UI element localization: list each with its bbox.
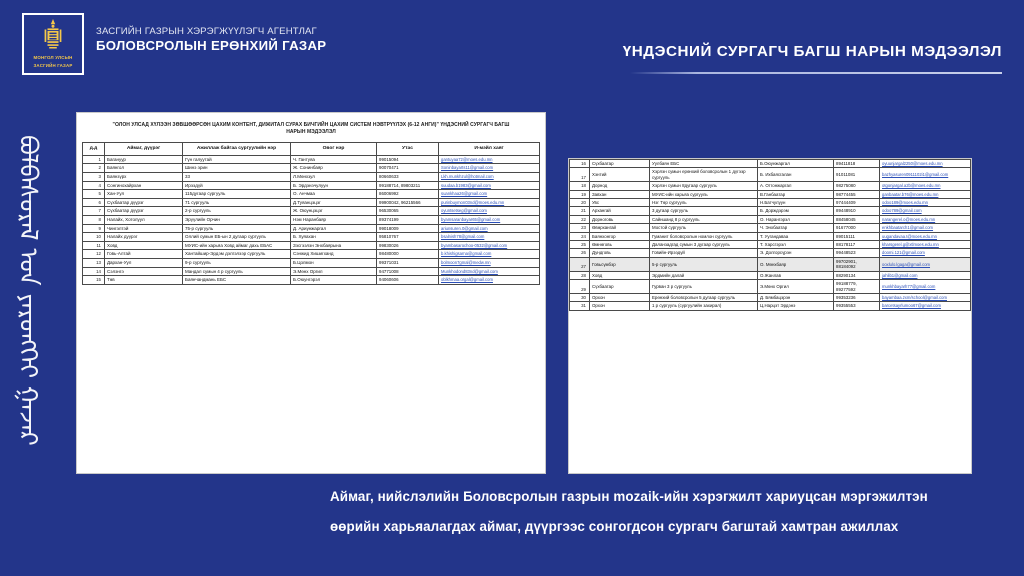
row-region: Баянхонгор [590, 232, 650, 240]
table-row [570, 241, 971, 249]
row-index: 18 [570, 182, 590, 190]
row-person-name: Д. Бямбацэрэн [758, 293, 834, 301]
row-phone: 99018009 [377, 224, 439, 233]
row-region: Хэнтий [590, 168, 650, 182]
row-index: 19 [570, 190, 590, 198]
row-phone: 94771008 [377, 267, 439, 276]
row-school: Хэрлэн сумын ерөнхий боловсролын 1 дүгээр сургууль [650, 168, 758, 182]
row-person-name: В.Ганбаатар [758, 190, 834, 198]
row-email[interactable] [439, 241, 540, 250]
row-email[interactable] [439, 276, 540, 285]
row-person-name: Сэнжид Хишигханд [291, 250, 377, 259]
row-region: Налайх дүүрэг [105, 233, 183, 242]
row-index: 1 [83, 155, 105, 164]
row-index: 16 [570, 160, 590, 168]
row-email[interactable] [439, 224, 540, 233]
email-link[interactable]: odoo789@gmail.com [882, 208, 922, 214]
row-person-name: О. Мөнхбаяр [758, 257, 834, 271]
row-email[interactable] [439, 155, 540, 164]
email-link[interactable]: jahlib1@gmail.com [882, 272, 918, 278]
row-phone: 99188714, 89803211 [377, 181, 439, 190]
teacher-table-right-body [570, 160, 971, 311]
row-region: Налайх, Хотолуул [105, 215, 183, 224]
row-region: Дархан-Уул [105, 258, 183, 267]
row-email[interactable] [880, 280, 971, 294]
row-region: Дорноговь [590, 215, 650, 223]
row-index: 21 [570, 207, 590, 215]
row-phone: 89411818 [834, 160, 880, 168]
row-email[interactable] [439, 190, 540, 199]
email-link[interactable]: ariunsuren.0@gmail.com [441, 225, 488, 231]
row-email[interactable] [880, 168, 971, 182]
row-index: 30 [570, 293, 590, 301]
row-index: 2 [83, 164, 105, 173]
row-phone: 89015111 [834, 232, 880, 240]
email-link[interactable]: byambasarochoo-0532@gmail.com [441, 242, 508, 248]
row-person-name: Э.Мөнх Оргил [758, 280, 834, 294]
table-row [570, 249, 971, 257]
row-school: Эрдмийн далай [650, 271, 758, 279]
row-email[interactable] [880, 199, 971, 207]
row-phone: 99900042, 96215566 [377, 198, 439, 207]
row-index: 10 [83, 233, 105, 242]
row-phone: 89448910 [834, 207, 880, 215]
row-school: Говийн-Ирээдүй [650, 249, 758, 257]
row-email[interactable] [880, 249, 971, 257]
row-person-name: Зэсгээлэн Энхбаярына [291, 241, 377, 250]
row-index: 15 [83, 276, 105, 285]
row-index: 3 [83, 173, 105, 182]
table-row [83, 173, 540, 182]
row-email[interactable] [880, 271, 971, 279]
table-row [83, 258, 540, 267]
agency-title: БОЛОВСРОЛЫН ЕРӨНХИЙ ГАЗАР [96, 38, 327, 53]
row-region: Төв [105, 276, 183, 285]
row-email[interactable] [439, 250, 540, 259]
email-link[interactable]: suankhaa26@gmail.com [441, 191, 488, 197]
row-person-name: Э.Мөнх Оргил [291, 267, 377, 276]
row-phone: 99355553 [834, 302, 880, 310]
row-email[interactable] [439, 164, 540, 173]
row-school: МУИС-ийн харьяа сургууль [650, 190, 758, 198]
row-region: Дорнод [590, 182, 650, 190]
table-row [570, 271, 971, 279]
row-index: 8 [83, 215, 105, 224]
row-region: Ховд [105, 241, 183, 250]
row-school: 33 [183, 173, 291, 182]
table-row [83, 181, 540, 190]
row-index: 24 [570, 232, 590, 240]
row-phone: 99371031 [377, 258, 439, 267]
row-index: 23 [570, 224, 590, 232]
col-header-index: д.д [83, 142, 105, 155]
email-link[interactable]: oyuunjargal2250@moes.edu.mn [882, 161, 943, 166]
emblem-caption-line-1: МОНГОЛ УЛСЫН [33, 55, 73, 60]
email-link[interactable]: bolmoon7gmal@medw.mn [441, 259, 491, 265]
row-email[interactable] [880, 190, 971, 198]
email-link[interactable]: barcetsayrlumoo67@gmail.com [882, 303, 941, 309]
row-email[interactable] [880, 160, 971, 168]
row-person-name: Б.Цолмон [291, 258, 377, 267]
col-header-email: И-мэйл хаяг [439, 142, 540, 155]
row-school: Гүн галуутай [183, 155, 291, 164]
row-phone: 88458045 [834, 215, 880, 223]
row-email[interactable] [439, 198, 540, 207]
slide-header [0, 0, 1024, 92]
row-school: Гурван 3 р сургууль [650, 280, 758, 294]
row-index: 22 [570, 215, 590, 223]
row-school: Ерөнхий боловсролын 5 дугаар сургууль [650, 293, 758, 301]
row-school: 115дугаар сургууль [183, 190, 291, 199]
email-link[interactable]: odoo189@moes.edu.mn [882, 200, 928, 206]
soyombo-icon [42, 19, 64, 53]
table-row [570, 293, 971, 301]
row-email[interactable] [439, 233, 540, 242]
row-index: 25 [570, 241, 590, 249]
row-region: Өмнөговь [590, 241, 650, 249]
row-person-name: О. Нарангэрэл [758, 215, 834, 223]
table-row [570, 160, 971, 168]
row-phone: 99448523 [834, 249, 880, 257]
table-row [570, 224, 971, 232]
row-index: 13 [83, 258, 105, 267]
row-phone: 88178117 [834, 241, 880, 249]
email-link[interactable]: byamsaranbayar65@gmail.com [441, 216, 501, 222]
row-email[interactable] [880, 302, 971, 310]
row-school: Нэг Төр сургууль [650, 199, 758, 207]
email-link[interactable]: narangerel.o@moes.edu.mn [882, 216, 936, 222]
row-region: Багануур [105, 155, 183, 164]
col-header-region: Аймаг, дүүрэг [105, 142, 183, 155]
row-phone: 86006992 [377, 190, 439, 199]
table-row [83, 241, 540, 250]
teacher-table-left-body [83, 155, 540, 284]
table-row [83, 190, 540, 199]
row-school: Хантайшир-Эрдэм дэлгэлээр сургууль [183, 250, 291, 259]
row-region: Өвөрхангай [590, 224, 650, 232]
row-region: Хан-Уул [105, 190, 183, 199]
row-email[interactable] [880, 182, 971, 190]
teacher-table-left [82, 142, 540, 285]
row-school: 9-р сургууль [183, 258, 291, 267]
row-email[interactable] [880, 241, 971, 249]
email-link[interactable]: otgonjargal.a2b@moes.edu.mn [882, 183, 941, 189]
row-person-name: Ч. Энхбаатар [758, 224, 834, 232]
row-person-name: Д.Туяанцэцэг [291, 198, 377, 207]
row-school: 2-р сургууль [183, 207, 291, 216]
organization-block [96, 26, 326, 53]
row-region: Баянзүрх [105, 173, 183, 182]
table-row [570, 168, 971, 182]
row-person-name: О. Анчмаа [291, 190, 377, 199]
row-region: Увс [590, 199, 650, 207]
table-row [83, 224, 540, 233]
row-index: 29 [570, 280, 590, 294]
email-link[interactable]: ooxlulo.lgaga@gmail.com [882, 261, 931, 267]
row-index: 11 [83, 241, 105, 250]
row-person-name: Н.Батчулуун [758, 199, 834, 207]
col-header-school: Ажиллаж байгаа сургуулийн нэр [183, 142, 291, 155]
row-email[interactable] [880, 207, 971, 215]
row-phone: 98480000 [377, 250, 439, 259]
row-phone: 88290134 [834, 271, 880, 279]
row-region: Сонгинохайрхан [105, 181, 183, 190]
row-index: 5 [83, 190, 105, 199]
row-region: Говьсүмбэр [590, 257, 650, 271]
table-row [570, 232, 971, 240]
row-phone: 99702901, 88184092 [834, 257, 880, 271]
row-phone: 89374199 [377, 215, 439, 224]
row-person-name: Ж. Сонинбаяр [291, 164, 377, 173]
row-region: Орхон [590, 293, 650, 301]
email-link[interactable]: oblkhmaa.orgal@gmail.com [441, 277, 493, 283]
row-email[interactable] [439, 215, 540, 224]
row-email[interactable] [439, 173, 540, 182]
table-row [83, 164, 540, 173]
row-person-name: Б.Оюунгэрэл [291, 276, 377, 285]
table-row [83, 250, 540, 259]
row-person-name: О.Жанлав [758, 271, 834, 279]
email-link[interactable]: oyuntsetseg@gmail.com [441, 208, 487, 214]
agency-subtitle: ЗАСГИЙН ГАЗРЫН ХЭРЭГЖҮҮЛЭГЧ АГЕНТЛАГ [96, 26, 317, 37]
row-phone: 95810767 [377, 233, 439, 242]
mongolian-vertical-script: ᠪᠣᠯᠪᠠᠰᠤᠷᠠᠯ ᠤᠨ ᠶᠡᠷᠦᠩᠬᠡᠢ ᠭᠠᠵᠠᠷ [14, 135, 43, 446]
row-email[interactable] [880, 232, 971, 240]
row-region: Дундговь [590, 249, 650, 257]
col-header-phone: Утас [377, 142, 439, 155]
row-person-name: Б.Оюунжаргал [758, 160, 834, 168]
row-region: Говь-Алтай [105, 250, 183, 259]
row-school: Шинэ эрин [183, 164, 291, 173]
table-row [570, 302, 971, 310]
row-index: 7 [83, 207, 105, 216]
table-row [570, 199, 971, 207]
row-region: Чингэлтэй [105, 224, 183, 233]
col-header-name: Овог нэр [291, 142, 377, 155]
row-school: Оллий сумын ЕБ-ын 2 дугаар сургууль [183, 233, 291, 242]
row-school: Эрүүлийн Орчин [183, 215, 291, 224]
email-link[interactable]: uugandavaa.t@moes.edu.mn [882, 233, 938, 239]
row-email[interactable] [439, 207, 540, 216]
row-phone: 80660633 [377, 173, 439, 182]
row-region: Сүхбаатар дүүрэг [105, 207, 183, 216]
row-phone: 99830026 [377, 241, 439, 250]
row-school: 3 дугаар сургууль [650, 207, 758, 215]
row-region: Сүхбаатар дүүрэг [105, 198, 183, 207]
email-link[interactable]: ganbaatar.b76@moes.edu.mn [882, 191, 939, 197]
row-school: Хэрлэн сумын 8дугаар сургууль [650, 182, 758, 190]
row-school: Баянчандмань ЕБС [183, 276, 291, 285]
row-person-name: Б. Дорждэрэм [758, 207, 834, 215]
row-email[interactable] [439, 267, 540, 276]
row-index: 9 [83, 224, 105, 233]
row-phone: 98275080 [834, 182, 880, 190]
row-phone: 97444409 [834, 199, 880, 207]
table-row [570, 257, 971, 271]
row-email[interactable] [439, 181, 540, 190]
row-index: 20 [570, 199, 590, 207]
email-link[interactable]: Lkh.munkhzul@hotmail.com [441, 174, 494, 179]
row-phone: 91677000 [834, 224, 880, 232]
table-row [83, 155, 540, 164]
row-email[interactable] [880, 257, 971, 271]
row-phone: 98774455 [834, 190, 880, 198]
table-row [83, 276, 540, 285]
row-email[interactable] [880, 293, 971, 301]
table-row [570, 190, 971, 198]
row-person-name: Т. Харсгэрэл [758, 241, 834, 249]
table-row [83, 267, 540, 276]
row-index: 12 [83, 250, 105, 259]
row-person-name: Ц.Нарцэт Эрдэнэ [758, 302, 834, 310]
row-region: Сүхбаатар [590, 160, 650, 168]
teacher-table-right [569, 159, 971, 311]
row-email[interactable] [880, 215, 971, 223]
row-phone: 99353236 [834, 293, 880, 301]
row-region: Сүхбаатар [590, 280, 650, 294]
row-phone: 90070471 [377, 164, 439, 173]
row-person-name: Ч. Гантуяа [291, 155, 377, 164]
row-index: 6 [83, 198, 105, 207]
row-region: Завхан [590, 190, 650, 198]
government-emblem-logo [22, 13, 84, 75]
table-row [83, 215, 540, 224]
table-row [570, 215, 971, 223]
row-school: 75-р сургууль [183, 224, 291, 233]
row-phone: 96530065 [377, 207, 439, 216]
email-link[interactable]: bsalnish78@gmail.com [441, 234, 485, 240]
row-person-name: Л.Мөнхзул [291, 173, 377, 182]
row-region: Сэлэнгэ [105, 267, 183, 276]
emblem-caption-line-2: ЗАСГИЙН ГАЗАР [33, 63, 73, 68]
row-index: 17 [570, 168, 590, 182]
row-person-name: Б. Эрдэнэчулуун [291, 181, 377, 190]
email-link[interactable]: doomi.121@gmail.com [882, 250, 925, 256]
table-header-row [83, 142, 540, 155]
row-region: Орхон [590, 302, 650, 310]
row-school: Мандал сумын 4 р сургууль [183, 267, 291, 276]
email-link[interactable]: b.khishigsarna@gmail.com [441, 251, 492, 257]
row-index: 26 [570, 249, 590, 257]
row-email[interactable] [880, 224, 971, 232]
row-email[interactable] [439, 258, 540, 267]
table-row [83, 233, 540, 242]
table-row [570, 182, 971, 190]
bottom-caption-line-1: Аймаг, нийслэлийн Боловсролын газрын mozaik-ийн хэрэгжилт хариуцсан мэргэжилтэн [330, 489, 928, 504]
row-person-name: Б. Хуяахан [291, 233, 377, 242]
row-school: Уулбаян ЕБС [650, 160, 758, 168]
email-link[interactable]: suudaa.b1983@gmail.com [441, 182, 491, 188]
row-school: Мостой сургууль [650, 224, 758, 232]
table-row [83, 198, 540, 207]
table-caption: "ОЛОН УЛСАД ХҮЛЭЭН ЗӨВШӨӨРСӨН ЦАХИМ КОНТЕНТ, ДИЖИТАЛ СУРАХ БИЧГИЙН ЦАХИМ СИСТЕМ НЭВТРҮҮЛЭХ (6-12 АНГИ)" ҮНДЭСНИЙ СУРГАГЧ БАГШ НАРЫН МЭДЭЭЛЭЛ [112, 122, 510, 136]
email-link[interactable]: enkhbaatarch1@gmail.com [882, 225, 934, 231]
row-phone: 91011081 [834, 168, 880, 182]
bottom-caption-line-2: өөрийн харьяалагдах аймаг, дүүргээс сонгогдсон сургагч багштай хамтран ажиллах [330, 519, 899, 534]
row-phone: 99015094 [377, 155, 439, 164]
row-region: Архангай [590, 207, 650, 215]
row-person-name: Ж. Оюунцэцэг [291, 207, 377, 216]
table-row [83, 207, 540, 216]
email-link[interactable]: Munkhodond83nd@gmail.com [441, 268, 498, 274]
teacher-table-left-panel [76, 112, 546, 474]
row-school: МУИС-ийн харьяа Ховд аймаг дахь ЕБАС [183, 241, 291, 250]
row-index: 4 [83, 181, 105, 190]
table-row [570, 207, 971, 215]
teacher-table-right-panel [568, 158, 972, 474]
table-row [570, 280, 971, 294]
row-person-name: Б. Ихбаясгалан [758, 168, 834, 182]
row-person-name: Т. Уугандаваа [758, 232, 834, 240]
row-school: Ирээдүй [183, 181, 291, 190]
row-school: Сайншанд 8 р сургууль [650, 215, 758, 223]
email-link[interactable]: gantuyaa72@moes.edu.mn [441, 156, 493, 162]
slide-title: ҮНДЭСНИЙ СУРГАГЧ БАГШ НАРЫН МЭДЭЭЛЭЛ [622, 43, 1002, 60]
email-link[interactable]: bazhyasuren0911102i1@gmail.com [882, 172, 949, 178]
row-person-name: Д. Ариунжаргал [291, 224, 377, 233]
row-person-name: Нэм Наранбаяр [291, 215, 377, 224]
row-region: Баянгол [105, 164, 183, 173]
row-school: 1 р сургууль (сургуулийн захирал) [650, 302, 758, 310]
row-school: Гуманит боловсролын номлон сургууль [650, 232, 758, 240]
email-link[interactable]: munkhbayarh77@gmail.com [882, 283, 936, 289]
email-link[interactable]: purinbuymon03nd@moes.edu.mn [441, 199, 505, 205]
row-school: Даланзадгад сумын 3 дугаар сургууль [650, 241, 758, 249]
row-person-name: А. Отгонжаргал [758, 182, 834, 190]
bottom-caption [330, 482, 1006, 542]
row-index: 31 [570, 302, 590, 310]
row-region: Ховд [590, 271, 650, 279]
row-index: 27 [570, 257, 590, 271]
row-phone: 99188779, 89277592 [834, 280, 880, 294]
row-index: 28 [570, 271, 590, 279]
email-link[interactable]: kharsgerel.g@xtlmoes.edu.mn [882, 242, 939, 248]
row-person-name: Э. Долгорсүрэн [758, 249, 834, 257]
email-link[interactable]: Soninbayarts11@gmail.com [441, 165, 494, 171]
email-link[interactable]: bayambaa.zxm/school@gmail.com [882, 294, 947, 300]
title-underline-rule [630, 72, 1002, 74]
row-school: 5-р сургууль [650, 257, 758, 271]
row-school: 71 сургууль [183, 198, 291, 207]
row-index: 14 [83, 267, 105, 276]
row-phone: 94060606 [377, 276, 439, 285]
